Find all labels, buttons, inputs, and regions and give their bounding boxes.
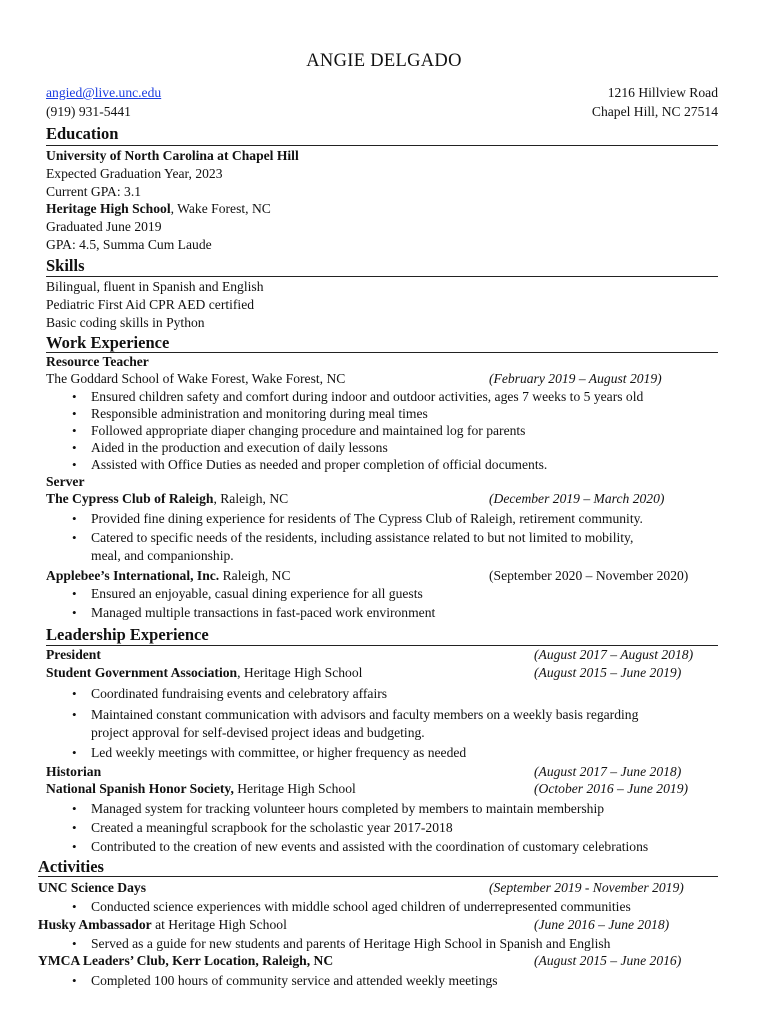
activity-3-bullet: Completed 100 hours of community service and attended weekly meetings <box>91 973 498 988</box>
job-2-role: Server <box>46 474 85 489</box>
leadership-org-1-bullet: Maintained constant communication with advisors and faculty members on a weekly basis regarding <box>91 707 639 722</box>
job-2-bullet: Catered to specific needs of the residents, including assistance related to but not limited to mobility, <box>91 530 634 545</box>
work-heading: Work Experience <box>46 333 170 352</box>
education-school-2-name: Heritage High School <box>46 201 171 216</box>
job-3-dates: (September 2020 – November 2020) <box>489 568 689 583</box>
leadership-org-2-dates: (October 2016 – June 2019) <box>534 781 689 796</box>
bullet-glyph: • <box>72 457 77 472</box>
job-2-bullet-continued: meal, and companionship. <box>91 548 234 563</box>
section-divider <box>38 876 718 877</box>
education-school-1-graduation: Expected Graduation Year, 2023 <box>46 166 223 181</box>
leadership-org-2-bullet: Created a meaningful scrapbook for the scholastic year 2017-2018 <box>91 820 453 835</box>
leadership-org-1-bullet: Coordinated fundraising events and celebratory affairs <box>91 686 388 701</box>
bullet-glyph: • <box>72 686 77 701</box>
job-1-bullet: Assisted with Office Duties as needed and proper completion of official documents. <box>91 457 548 472</box>
bullet-glyph: • <box>72 530 77 545</box>
leadership-org-1-bullet-continued: project approval for self-devised project ideas and budgeting. <box>91 725 425 740</box>
job-1-bullet: Responsible administration and monitoring during meal times <box>91 406 428 421</box>
education-school-1-gpa: Current GPA: 3.1 <box>46 184 142 199</box>
bullet-glyph: • <box>72 839 77 854</box>
bullet-glyph: • <box>72 820 77 835</box>
bullet-glyph: • <box>72 801 77 816</box>
phone-number: (919) 931-5441 <box>46 104 131 119</box>
job-1-role: Resource Teacher <box>46 354 149 369</box>
skills-heading: Skills <box>46 256 85 275</box>
job-3-employer-line <box>46 567 291 584</box>
leadership-org-2-bullet: Contributed to the creation of new events and assisted with the coordination of customary celebrations <box>91 839 649 854</box>
job-1-bullet: Ensured children safety and comfort during indoor and outdoor activities, ages 7 weeks to 5 years old <box>91 389 644 404</box>
bullet-glyph: • <box>72 936 77 951</box>
education-school-1: University of North Carolina at Chapel Hill <box>46 148 299 163</box>
leadership-org-2-location: Heritage High School <box>233 781 356 796</box>
job-3-bullet: Managed multiple transactions in fast-paced work environment <box>91 605 436 620</box>
job-1-employer: The Goddard School of Wake Forest, Wake Forest, NC <box>46 371 346 386</box>
bullet-glyph: • <box>72 605 77 620</box>
job-1-bullet: Followed appropriate diaper changing procedure and maintained log for parents <box>91 423 526 438</box>
bullet-glyph: • <box>72 440 77 455</box>
activity-2-dates: (June 2016 – June 2018) <box>534 917 670 932</box>
leadership-heading: Leadership Experience <box>46 625 209 644</box>
activity-2-line <box>38 916 287 933</box>
job-3-bullet: Ensured an enjoyable, casual dining experience for all guests <box>91 586 423 601</box>
job-3-location: Raleigh, NC <box>219 568 291 583</box>
address-line-1: 1216 Hillview Road <box>607 85 718 100</box>
job-2-employer: The Cypress Club of Raleigh <box>46 491 214 506</box>
candidate-name: ANGIE DELGADO <box>306 51 462 71</box>
leadership-org-2-bullet: Managed system for tracking volunteer hours completed by members to maintain membership <box>91 801 605 816</box>
job-2-dates: (December 2019 – March 2020) <box>489 491 665 506</box>
leadership-role-1-dates: (August 2017 – August 2018) <box>534 647 694 662</box>
activity-2: Husky Ambassador <box>38 917 152 932</box>
leadership-org-1: Student Government Association <box>46 665 238 680</box>
skill-item: Pediatric First Aid CPR AED certified <box>46 297 255 312</box>
activity-3: YMCA Leaders’ Club, Kerr Location, Raleigh, NC <box>38 953 334 968</box>
bullet-glyph: • <box>72 707 77 722</box>
leadership-org-1-dates: (August 2015 – June 2019) <box>534 665 682 680</box>
activity-3-dates: (August 2015 – June 2016) <box>534 953 682 968</box>
section-divider <box>46 276 718 277</box>
skill-item: Bilingual, fluent in Spanish and English <box>46 279 264 294</box>
activity-2-bullet: Served as a guide for new students and parents of Heritage High School in Spanish and English <box>91 936 611 951</box>
job-3-employer: Applebee’s International, Inc. <box>46 568 220 583</box>
education-school-2-gpa: GPA: 4.5, Summa Cum Laude <box>46 237 212 252</box>
skill-item: Basic coding skills in Python <box>46 315 205 330</box>
job-1-bullet: Aided in the production and execution of daily lessons <box>91 440 388 455</box>
job-2-bullet: Provided fine dining experience for residents of The Cypress Club of Raleigh, retirement community. <box>91 511 643 526</box>
job-2-employer-line <box>46 490 288 507</box>
activity-1-bullet: Conducted science experiences with middle school aged children of underrepresented communities <box>91 899 631 914</box>
leadership-org-1-line <box>46 664 362 681</box>
bullet-glyph: • <box>72 899 77 914</box>
section-divider <box>46 145 718 146</box>
email-link[interactable]: angied@live.unc.edu <box>46 85 162 100</box>
leadership-org-2: National Spanish Honor Society, <box>46 781 234 796</box>
education-heading: Education <box>46 124 119 143</box>
education-school-2-graduation: Graduated June 2019 <box>46 219 162 234</box>
activity-1: UNC Science Days <box>38 880 146 895</box>
job-2-location: , Raleigh, NC <box>213 491 289 506</box>
leadership-role-2-dates: (August 2017 – June 2018) <box>534 764 682 779</box>
bullet-glyph: • <box>72 586 77 601</box>
address-line-2: Chapel Hill, NC 27514 <box>591 104 718 119</box>
activity-2-location: at Heritage High School <box>151 917 287 932</box>
bullet-glyph: • <box>72 423 77 438</box>
bullet-glyph: • <box>72 389 77 404</box>
activities-heading: Activities <box>38 857 104 876</box>
bullet-glyph: • <box>72 406 77 421</box>
leadership-org-1-location: , Heritage High School <box>237 665 363 680</box>
leadership-role-1: President <box>46 647 101 662</box>
activity-1-dates: (September 2019 - November 2019) <box>489 880 684 895</box>
education-school-2 <box>46 200 271 217</box>
education-school-2-location: , Wake Forest, NC <box>170 201 271 216</box>
leadership-org-1-bullet: Led weekly meetings with committee, or higher frequency as needed <box>91 745 467 760</box>
job-1-dates: (February 2019 – August 2019) <box>489 371 662 386</box>
leadership-role-2: Historian <box>46 764 102 779</box>
bullet-glyph: • <box>72 745 77 760</box>
leadership-org-2-line <box>46 780 356 797</box>
bullet-glyph: • <box>72 973 77 988</box>
bullet-glyph: • <box>72 511 77 526</box>
